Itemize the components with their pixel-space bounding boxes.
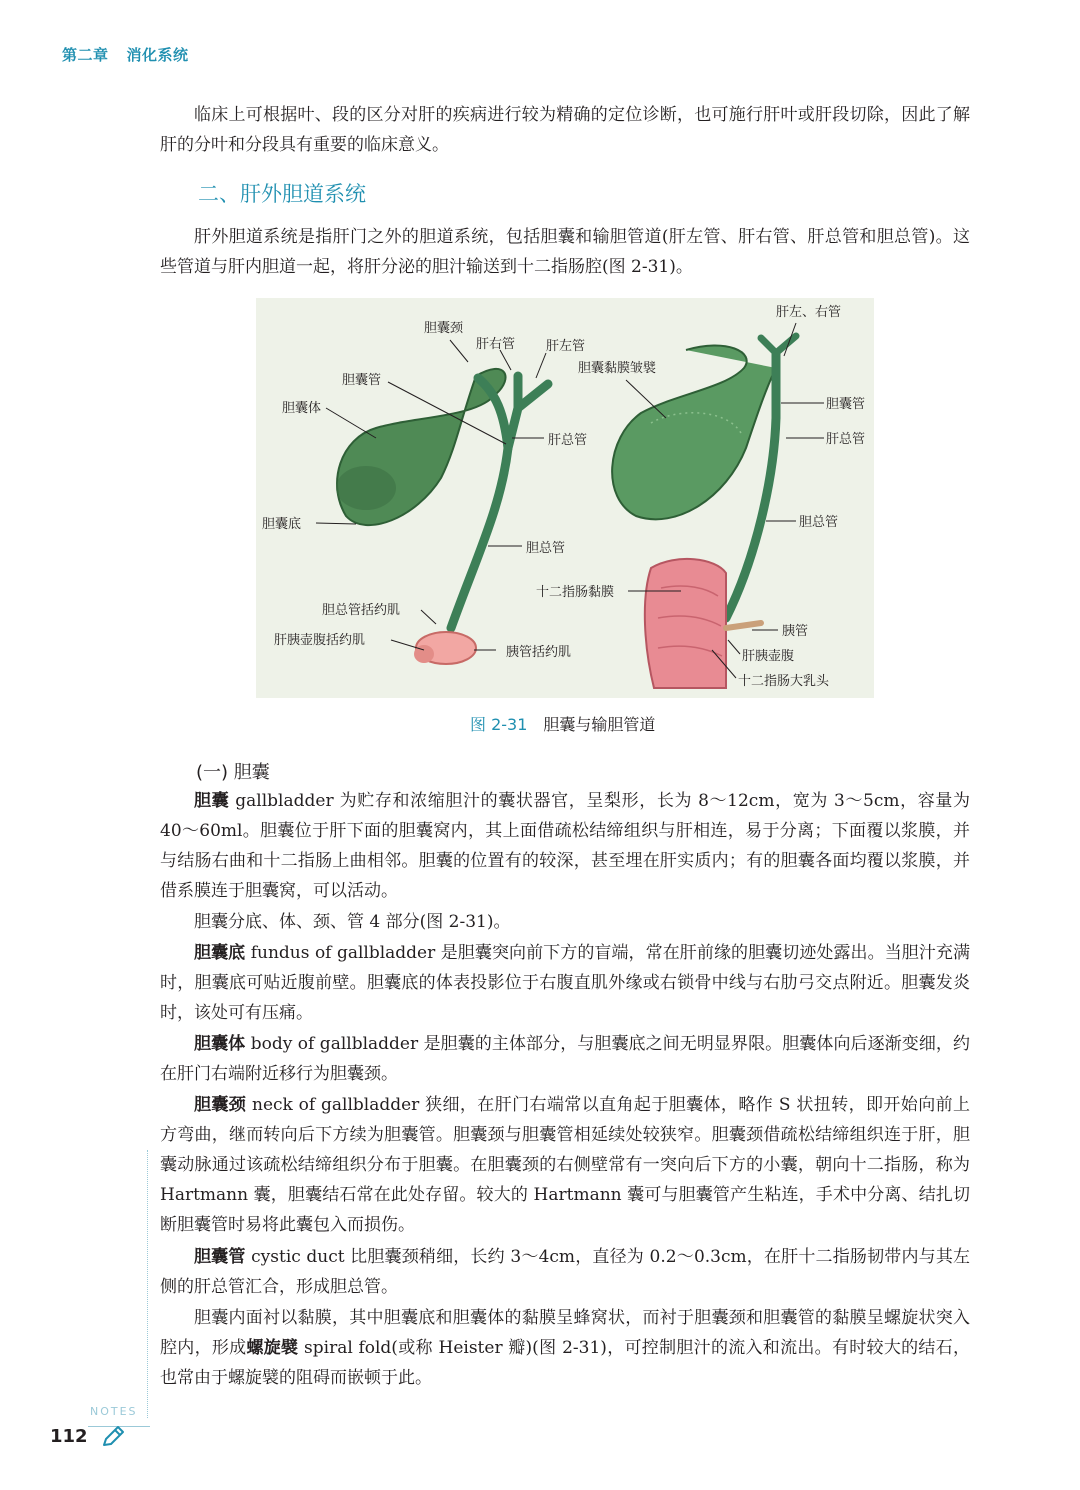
section-intro-paragraph: 肝外胆道系统是指肝门之外的胆道系统，包括胆囊和输胆管道(肝左管、肝右管、肝总管和胆总管)。这些管道与肝内胆道一起，将肝分泌的胆汁输送到十二指肠腔(图 2-31)。 [160, 227, 970, 277]
left-hepatic-ducts [508, 376, 548, 448]
section-label: 消化系统 [126, 46, 189, 64]
label-common-hepatic: 肝总管 [548, 433, 588, 448]
term-spiral-fold: 螺旋襞 [246, 1338, 299, 1358]
right-duodenum [645, 559, 726, 688]
chapter-label: 第二章 [62, 46, 109, 64]
term-gallbladder: 胆囊 [194, 791, 230, 811]
paragraph-fundus [160, 938, 970, 1028]
figure-caption [470, 712, 655, 735]
label-pancreatic-sphincter: 胰管括约肌 [506, 645, 572, 660]
term-neck: 胆囊颈 [194, 1095, 247, 1115]
caption-title: 胆囊与输胆管道 [543, 715, 656, 734]
notes-label: NOTES [90, 1405, 138, 1418]
caption-number: 图 2-31 [470, 715, 528, 734]
subsection-title: (一) 胆囊 [196, 762, 270, 783]
paragraph-spiral-fold [160, 1303, 970, 1393]
paragraph-text: neck of gallbladder 狭细，在肝门右端常以直角起于胆囊体，略作 S 状扭转，即开始向前上方弯曲，继而转向后下方续为胆囊管。胆囊颈与胆囊管相延续处较狭窄。胆囊颈借疏松结缔组织连于肝，胆囊动脉通过该疏松结缔组织分布于胆囊。在胆囊颈的右侧壁常有一突向后下方的小囊，朝向十二指肠，称为 Hartmann 囊，胆囊结石常在此处存留。较大的 Hartmann 囊可与胆囊管产生粘连，手术中分离、结扎切断胆囊管时易将此囊包入而损伤。 [160, 1095, 971, 1235]
page-number: 112 [50, 1426, 88, 1447]
label-left-hepatic: 肝左管 [546, 339, 586, 354]
label-right-common-hepatic: 肝总管 [826, 432, 866, 447]
paragraph-text: 胆囊内面衬以黏膜，其中胆囊底和胆囊体的黏膜呈蜂窝状，而衬于胆囊颈和胆囊管的黏膜呈螺旋状突入腔内，形成 [160, 1308, 970, 1358]
left-common-bile-duct [451, 448, 508, 628]
paragraph-cystic-duct [160, 1242, 970, 1302]
term-fundus: 胆囊底 [194, 943, 246, 963]
label-hepatic-ducts: 肝左、右管 [776, 305, 842, 320]
running-header [62, 44, 189, 65]
gallbladder-figure [256, 298, 874, 698]
label-duodenal-mucosa: 十二指肠黏膜 [536, 585, 615, 600]
label-mucosal-folds: 胆囊黏膜皱襞 [578, 361, 657, 376]
figure-illustration [256, 298, 874, 698]
paragraph-neck [160, 1090, 970, 1240]
paragraph-text: cystic duct 比胆囊颈稍细，长约 3～4cm，直径为 0.2～0.3cm，在肝十二指肠韧带内与其左侧的肝总管汇合，形成胆总管。 [160, 1247, 971, 1297]
label-right-cystic-duct: 胆囊管 [826, 397, 866, 412]
intro-paragraph: 临床上可根据叶、段的区分对肝的疾病进行较为精确的定位诊断，也可施行肝叶或肝段切除，因此了解肝的分叶和分段具有重要的临床意义。 [160, 105, 970, 155]
label-right-common-bile: 胆总管 [799, 515, 839, 530]
label-fundus: 胆囊底 [262, 517, 302, 532]
label-pancreatic-duct: 胰管 [782, 624, 809, 639]
section-title: 二、肝外胆道系统 [198, 182, 366, 206]
label-ampulla: 肝胰壶腹 [742, 649, 795, 664]
notes-margin-rule [147, 1150, 148, 1418]
paragraph-text: spiral fold(或称 Heister 瓣)(图 2-31)，可控制胆汁的流入和流出。有时较大的结石，也常由于螺旋襞的阻碍而嵌顿于此。 [160, 1338, 970, 1388]
label-common-bile: 胆总管 [526, 541, 566, 556]
label-bile-sphincter: 胆总管括约肌 [322, 603, 401, 618]
label-body: 胆囊体 [282, 401, 322, 416]
label-cystic-duct: 胆囊管 [342, 373, 382, 388]
label-ampulla-sphincter: 肝胰壶腹括约肌 [274, 633, 366, 648]
paragraph-parts: 胆囊分底、体、颈、管 4 部分(图 2-31)。 [194, 912, 511, 932]
label-papilla: 十二指肠大乳头 [738, 674, 830, 689]
paragraph-body [160, 1029, 970, 1089]
label-right-hepatic: 肝右管 [476, 337, 516, 352]
paragraph-gallbladder [160, 786, 970, 906]
paragraph-text: gallbladder 为贮存和浓缩胆汁的囊状器官，呈梨形，长为 8～12cm，宽为 3～5cm，容量为 40～60ml。胆囊位于肝下面的胆囊窝内，其上面借疏松结缔组织与肝相连，易于分离；下面覆以浆膜，并与结肠右曲和十二指肠上曲相邻。胆囊的位置有的较深，甚至埋在肝实质内；有的胆囊各面均覆以浆膜，并借系膜连于胆囊窝，可以活动。 [160, 791, 970, 901]
label-neck: 胆囊颈 [424, 321, 464, 336]
term-cystic-duct: 胆囊管 [194, 1247, 246, 1267]
pencil-icon [100, 1424, 126, 1450]
term-body: 胆囊体 [194, 1034, 246, 1054]
paragraph-text: fundus of gallbladder 是胆囊突向前下方的盲端，常在肝前缘的胆囊切迹处露出。当胆汁充满时，胆囊底可贴近腹前壁。胆囊底的体表投影位于右腹直肌外缘或右锁骨中线与右肋弓交点附近。胆囊发炎时，该处可有压痛。 [160, 943, 971, 1023]
paragraph-text: body of gallbladder 是胆囊的主体部分，与胆囊底之间无明显界限。胆囊体向后逐渐变细，约在肝门右端附近移行为胆囊颈。 [160, 1034, 970, 1084]
